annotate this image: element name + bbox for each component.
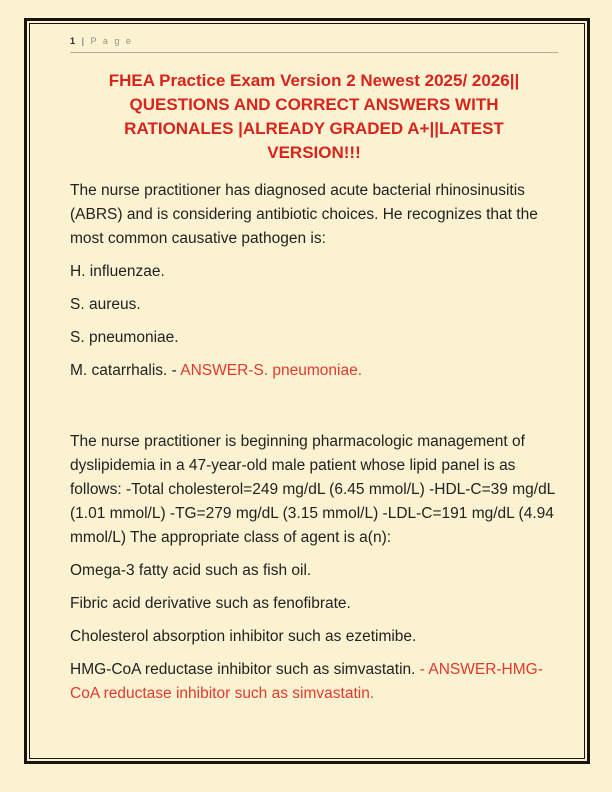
question-1-option-b: S. aureus. bbox=[70, 296, 141, 313]
page-header-label: P a g e bbox=[90, 36, 133, 46]
question-1-option-d: M. catarrhalis. - bbox=[70, 362, 181, 379]
document-title: FHEA Practice Exam Version 2 Newest 2025/ 2026|| QUESTIONS AND CORRECT ANSWERS WITH RATIONALES |ALREADY GRADED A+||LATEST VERSION!!! bbox=[108, 71, 520, 162]
page-number: 1 bbox=[70, 36, 78, 46]
question-1-option-d-with-answer bbox=[70, 359, 558, 383]
question-1-stem: The nurse practitioner has diagnosed acute bacterial rhinosinusitis (ABRS) and is considering antibiotic choices. He recognizes that the most common causative pathogen is: bbox=[70, 182, 538, 247]
question-2-option-a: Omega-3 fatty acid such as fish oil. bbox=[70, 562, 312, 579]
page-border-frame bbox=[24, 18, 590, 764]
page-header-separator: | bbox=[77, 36, 91, 46]
question-1-option-a: H. influenzae. bbox=[70, 263, 165, 280]
page-header bbox=[70, 36, 558, 53]
question-1-answer: ANSWER-S. pneumoniae. bbox=[180, 362, 363, 379]
question-1-option-c: S. pneumoniae. bbox=[70, 329, 179, 346]
question-2-option-b: Fibric acid derivative such as fenofibrate. bbox=[70, 595, 351, 612]
question-2-option-c: Cholesterol absorption inhibitor such as ezetimibe. bbox=[70, 628, 417, 645]
question-2-option-d: HMG-CoA reductase inhibitor such as simvastatin. bbox=[70, 661, 420, 678]
question-2-stem: The nurse practitioner is beginning pharmacologic management of dyslipidemia in a 47-year-old male patient whose lipid panel is as follows: -Total cholesterol=249 mg/dL (6.45 mmol/L) -HDL-C=39 mg/dL (1.01 mmol/L) -TG=279 mg/dL (3.15 mmol/L) -LDL-C=191 mg/dL (4.94 mmol/L) The appropriate class of agent is a(n): bbox=[70, 433, 555, 546]
question-2-option-d-with-answer bbox=[70, 658, 558, 706]
question-2-answer: - ANSWER-HMG-CoA reductase inhibitor such as simvastatin. bbox=[70, 661, 543, 702]
question-separator-gap bbox=[70, 392, 558, 430]
page-content-area bbox=[29, 23, 585, 759]
